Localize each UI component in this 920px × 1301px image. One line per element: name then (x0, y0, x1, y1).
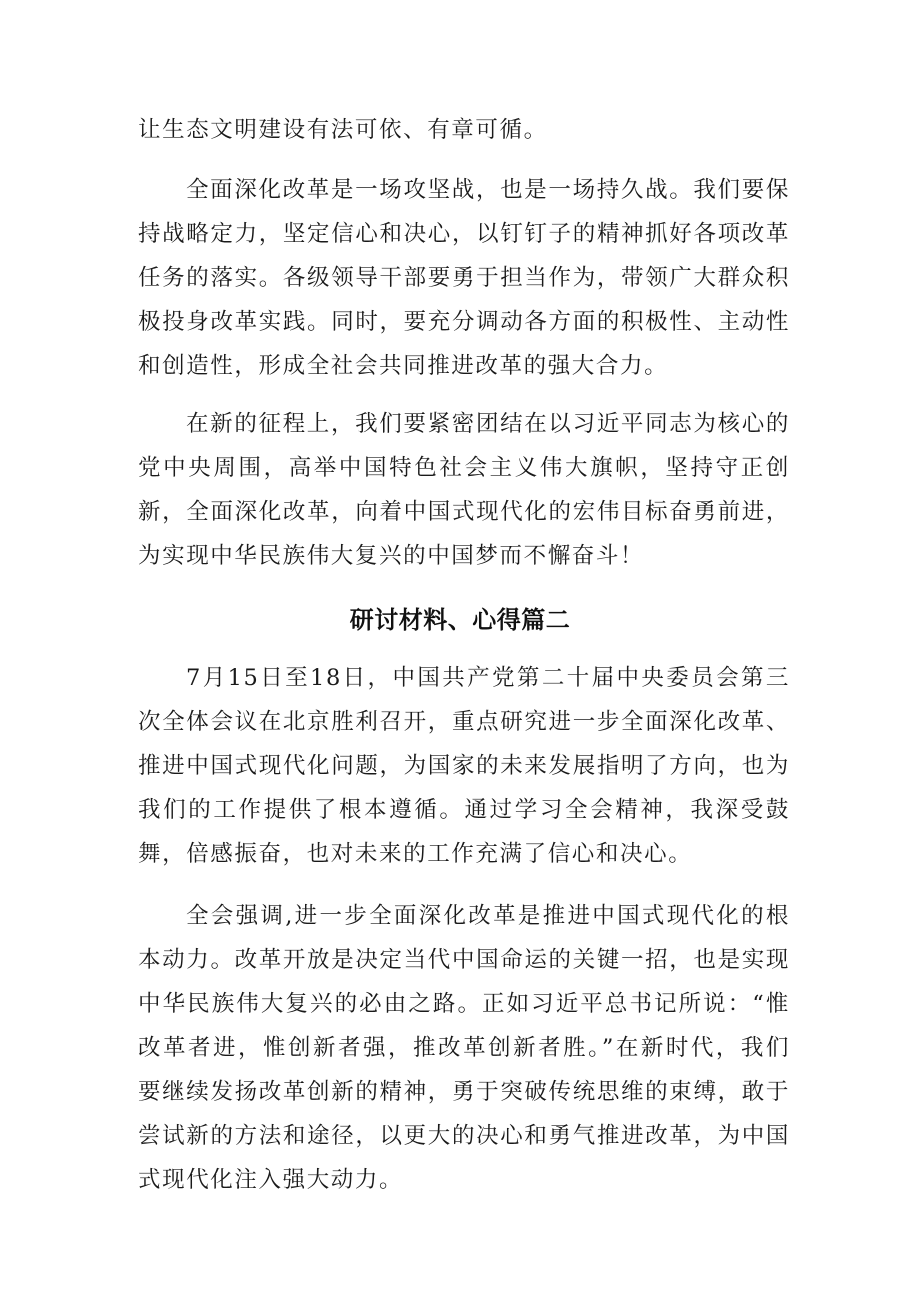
section-title: 研讨材料、心得篇二 (349, 606, 571, 634)
paragraph-reform-driving-force: 全会强调,进一步全面深化改革是推进中国式现代化的根本动力。改革开放是决定当代中国命运的关键一招，也是实现中华民族伟大复兴的必由之路。正如习近平总书记所说：“惟改革者进，惟创新者强，推改革创新者胜。”在新时代，我们要继续发扬改革创新的精神，勇于突破传统思维的束缚，敢于尝试新的方法和途径，以更大的决心和勇气推进改革，为中国式现代化注入强大动力。 (138, 903, 790, 1193)
paragraph-plenary-session: 7月15日至18日，中国共产党第二十届中央委员会第三次全体会议在北京胜利召开，重点研究进一步全面深化改革、推进中国式现代化问题，为国家的未来发展指明了方向，也为我们的工作提供了根本遵循。通过学习全会精神，我深受鼓舞，倍感振奋，也对未来的工作充满了信心和决心。 (138, 665, 790, 867)
paragraph-reform-persistence: 全面深化改革是一场攻坚战，也是一场持久战。我们要保持战略定力，坚定信心和决心，以钉钉子的精神抓好各项改革任务的落实。各级领导干部要勇于担当作为，带领广大群众积极投身改革实践。同时，要充分调动各方面的积极性、主动性和创造性，形成全社会共同推进改革的强大合力。 (138, 177, 790, 379)
paragraph-continuation: 让生态文明建设有法可依、有章可循。 (138, 117, 548, 143)
paragraph-new-journey: 在新的征程上，我们要紧密团结在以习近平同志为核心的党中央周围，高举中国特色社会主义伟大旗帜，坚持守正创新，全面深化改革，向着中国式现代化的宏伟目标奋勇前进，为实现中华民族伟大复兴的中国梦而不懈奋斗！ (138, 411, 790, 569)
